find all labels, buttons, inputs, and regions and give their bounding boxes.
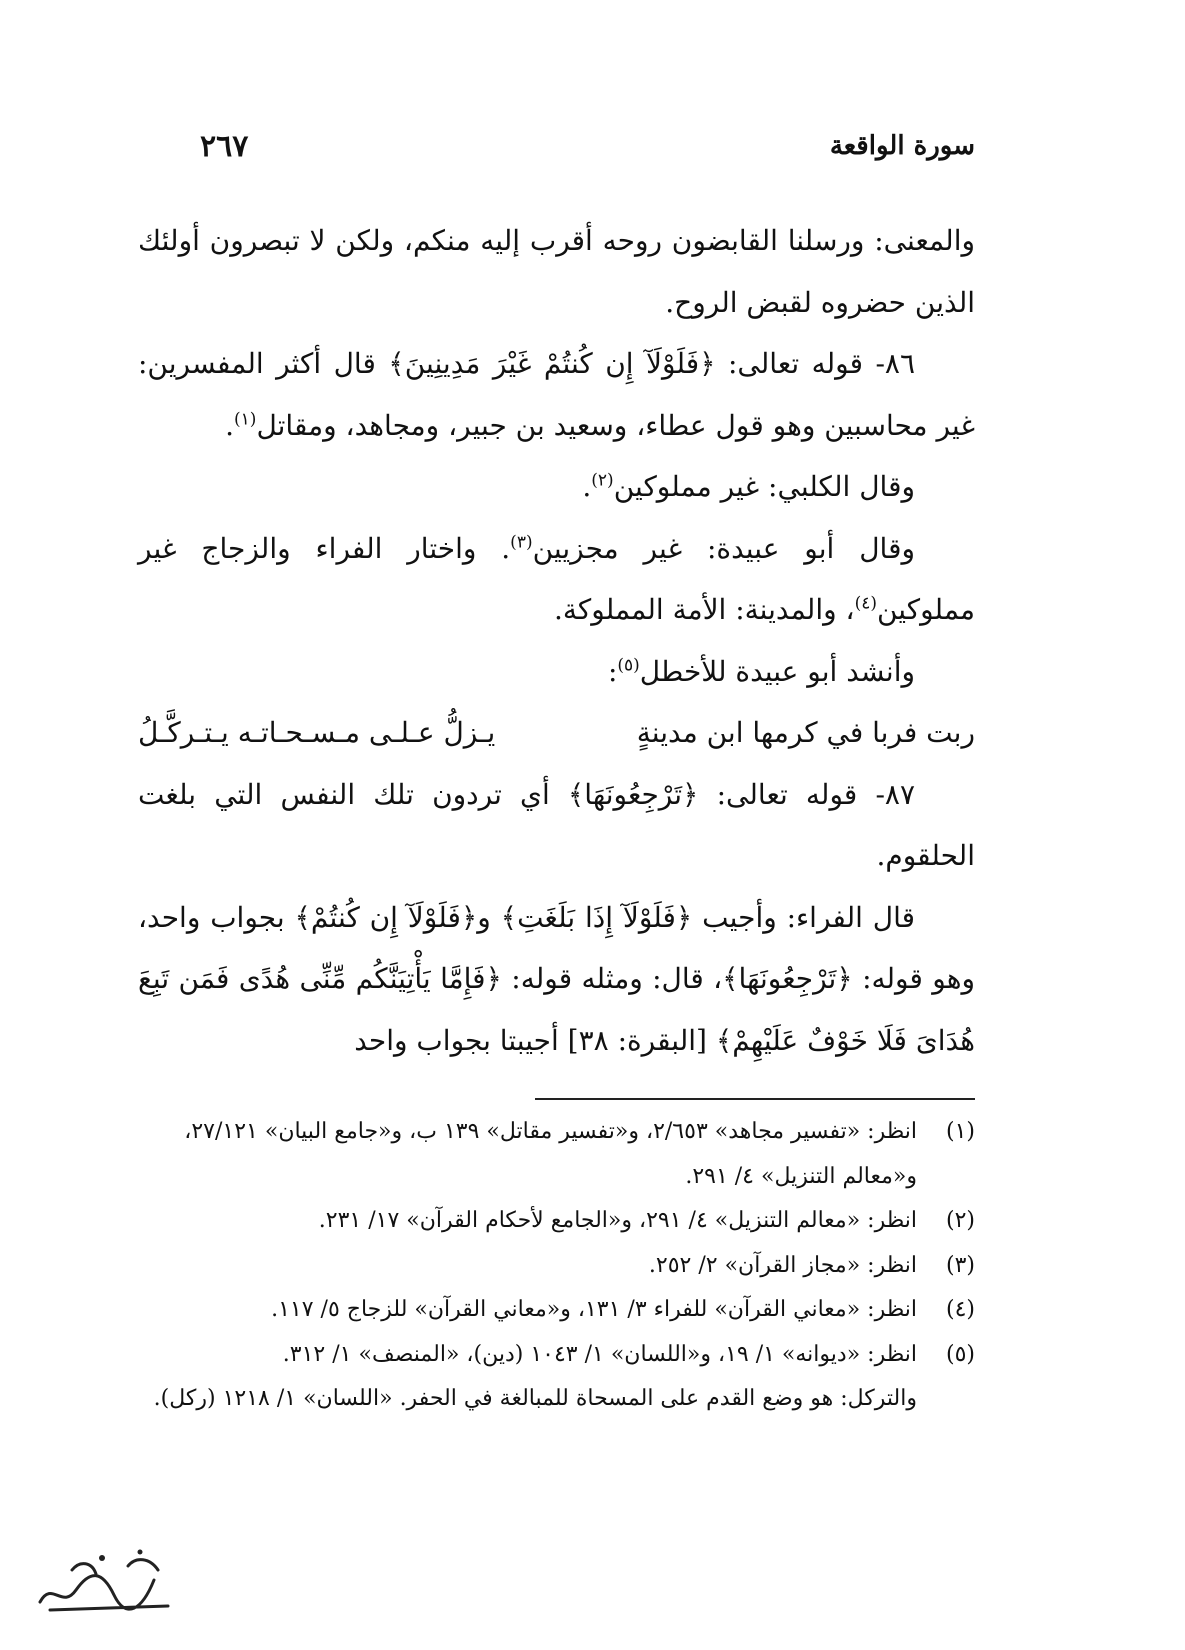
- punctuation: .: [225, 408, 235, 442]
- paragraph-verse-87: ٨٧- قوله تعالى: ﴿تَرْجِعُونَهَا﴾ أي تردون تلك النفس التي بلغت الحلقوم.: [138, 777, 975, 872]
- main-text: [138, 210, 975, 1071]
- publisher-logo: [32, 1540, 182, 1620]
- footnote-number: (٥): [945, 1341, 975, 1367]
- punctuation: .: [582, 470, 592, 503]
- footnote-divider: [535, 1098, 975, 1100]
- footnotes: [138, 1110, 975, 1422]
- paragraph-farra: قال الفراء: وأجيب ﴿فَلَوْلَآ إِذَا بَلَغَتِ﴾ و﴿فَلَوْلَآ إِن كُنتُمْ﴾ بجواب واحد، وهو قوله: ﴿تَرْجِعُونَهَا﴾، قال: ومثله قوله: ﴿فَإِمَّا يَأْتِيَنَّكُم مِّنِّى هُدًى فَمَن تَبِعَ هُدَاىَ فَلَا خَوْفٌ عَلَيْهِمْ﴾ [البقرة: ٣٨] أجيبتا بجواب واحد: [138, 900, 975, 1057]
- footnote-text: انظر: «معاني القرآن» للفراء ٣/ ١٣١، و«معاني القرآن» للزجاج ٥/ ١١٧.: [271, 1297, 917, 1322]
- surah-title: سورة الواقعة: [829, 131, 975, 161]
- paragraph-akhtal-text: وأنشد أبو عبيدة للأخطل: [639, 654, 915, 688]
- logo-calligraphy: [40, 1560, 168, 1610]
- verse-second-hemistich: يـزلُّ عـلـى مـسـحـاتـه يـتـركَّـلُ: [138, 716, 496, 749]
- paragraph-akhtal: [138, 641, 975, 703]
- footnote-continuation: والتركل: هو وضع القدم على المسحاة للمبالغة في الحفر. «اللسان» ١/ ١٢١٨ (ركل).: [153, 1386, 917, 1411]
- punctuation: :: [607, 654, 618, 688]
- footnote-number: (٣): [945, 1252, 975, 1278]
- footnote-number: (٤): [945, 1297, 975, 1322]
- footnote-text: انظر: «تفسير مجاهد» ٢/٦٥٣، و«تفسير مقاتل» ١٣٩ ب، و«جامع البيان» ٢٧/١٢١، و«معالم التنزيل» ٤/ ٢٩١.: [184, 1119, 917, 1189]
- footnote-number: (٢): [945, 1208, 975, 1233]
- footnote-item: [138, 1110, 975, 1199]
- paragraph-abu-ubayda-text-c: ، والمدينة: الأمة المملوكة.: [554, 593, 855, 626]
- footnote-ref-2[interactable]: (٢): [591, 470, 614, 491]
- footnote-item: [138, 1199, 975, 1244]
- paragraph-kalbi: [138, 456, 975, 518]
- footnote-ref-4[interactable]: (٤): [854, 593, 877, 614]
- footnote-item: [138, 1244, 975, 1289]
- footnote-text: انظر: «ديوانه» ١/ ١٩، و«اللسان» ١/ ١٠٤٣ (دين)، «المنصف» ١/ ٣١٢.: [282, 1341, 917, 1367]
- footnote-item: [138, 1333, 975, 1378]
- paragraph-verse-86: [138, 333, 975, 456]
- footnote-number: (١): [945, 1119, 975, 1144]
- footnote-ref-1[interactable]: (١): [234, 409, 257, 430]
- footnote-text: انظر: «معالم التنزيل» ٤/ ٢٩١، و«الجامع لأحكام القرآن» ١٧/ ٢٣١.: [318, 1208, 917, 1233]
- paragraph-meaning: والمعنى: ورسلنا القابضون روحه أقرب إليه منكم، ولكن لا تبصرون أولئك الذين حضروه لقبض الروح.: [138, 224, 975, 319]
- paragraph-kalbi-text: وقال الكلبي: غير مملوكين: [613, 470, 915, 503]
- page-number: ٢٦٧: [200, 128, 249, 164]
- paragraph-abu-ubayda-text-a: وقال أبو عبيدة: غير مجزيين: [532, 531, 915, 565]
- poetry-verse: [138, 702, 975, 764]
- footnote-text: انظر: «مجاز القرآن» ٢/ ٢٥٢.: [648, 1252, 917, 1278]
- footnote-ref-5[interactable]: (٥): [617, 655, 640, 676]
- paragraph-verse-86-text: ٨٦- قوله تعالى: ﴿فَلَوْلَآ إِن كُنتُمْ غَيْرَ مَدِينِينَ﴾ قال أكثر المفسرين: غير محاسبين وهو قول عطاء، وسعيد بن جبير، ومجاهد، ومقاتل: [138, 347, 975, 442]
- footnote-ref-3[interactable]: (٣): [510, 532, 533, 553]
- footnote-item: [138, 1288, 975, 1333]
- verse-first-hemistich: ربت فربا في كرمها ابن مدينةٍ: [636, 716, 975, 749]
- page-header: [200, 126, 975, 166]
- paragraph-abu-ubayda-text-b: . واختار الفراء والزجاج غير مملوكين: [138, 531, 975, 626]
- paragraph-abu-ubayda: [138, 518, 975, 641]
